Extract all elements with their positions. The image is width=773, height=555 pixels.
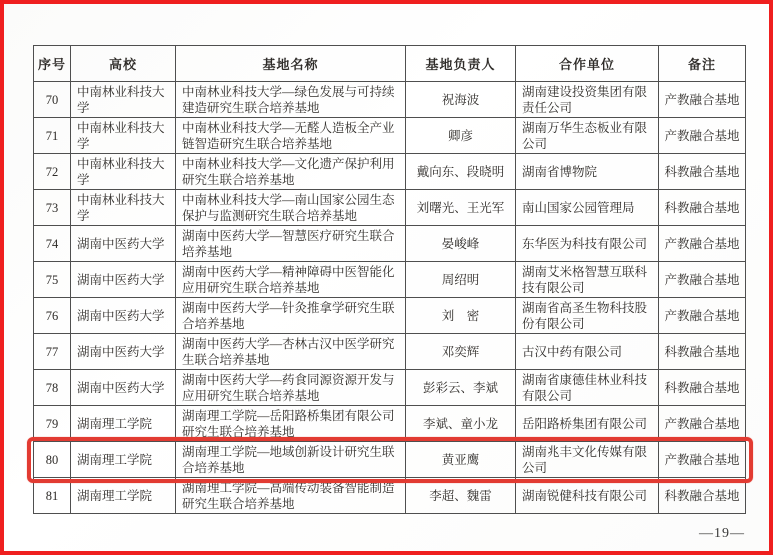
header-partner: 合作单位	[516, 46, 659, 82]
cell-base-name: 湖南中医药大学—针灸推拿学研究生联合培养基地	[176, 298, 406, 334]
table-row	[34, 478, 746, 514]
cell-base-name: 湖南理工学院—岳阳路桥集团有限公司研究生联合培养基地	[176, 406, 406, 442]
cell-leader: 卿彦	[406, 118, 516, 154]
cell-base-name: 中南林业科技大学—绿色发展与可持续建造研究生联合培养基地	[176, 82, 406, 118]
cell-base-name: 中南林业科技大学—无醛人造板全产业链智造研究生联合培养基地	[176, 118, 406, 154]
cell-serial: 74	[34, 226, 71, 262]
cell-university: 湖南理工学院	[71, 442, 176, 478]
table-row	[34, 442, 746, 478]
cell-leader: 刘曙光、王光军	[406, 190, 516, 226]
cell-note: 产教融合基地	[659, 82, 746, 118]
cell-base-name: 湖南中医药大学—精神障碍中医智能化应用研究生联合培养基地	[176, 262, 406, 298]
table-row	[34, 298, 746, 334]
cell-university: 中南林业科技大学	[71, 154, 176, 190]
cell-university: 湖南中医药大学	[71, 370, 176, 406]
cell-base-name: 湖南理工学院—地域创新设计研究生联合培养基地	[176, 442, 406, 478]
header-note: 备注	[659, 46, 746, 82]
cell-partner: 湖南锐健科技有限公司	[516, 478, 659, 514]
table-row	[34, 370, 746, 406]
table-row	[34, 226, 746, 262]
cell-base-name: 湖南理工学院—高端传动装备智能制造研究生联合培养基地	[176, 478, 406, 514]
cell-university: 湖南中医药大学	[71, 334, 176, 370]
cell-note: 产教融合基地	[659, 406, 746, 442]
table-row	[34, 334, 746, 370]
cell-partner: 古汉中药有限公司	[516, 334, 659, 370]
cell-leader: 黄亚鹰	[406, 442, 516, 478]
cell-partner: 湖南建设投资集团有限责任公司	[516, 82, 659, 118]
cell-university: 湖南理工学院	[71, 478, 176, 514]
cell-serial: 70	[34, 82, 71, 118]
cell-university: 中南林业科技大学	[71, 82, 176, 118]
cell-leader: 刘 密	[406, 298, 516, 334]
cell-leader: 周绍明	[406, 262, 516, 298]
cell-note: 科教融合基地	[659, 478, 746, 514]
cell-leader: 晏峻峰	[406, 226, 516, 262]
cell-partner: 湖南省康德佳林业科技有限公司	[516, 370, 659, 406]
cell-serial: 78	[34, 370, 71, 406]
cell-leader: 李斌、童小龙	[406, 406, 516, 442]
cell-leader: 彭彩云、李斌	[406, 370, 516, 406]
cell-base-name: 中南林业科技大学—南山国家公园生态保护与监测研究生联合培养基地	[176, 190, 406, 226]
cell-partner: 湖南艾米格智慧互联科技有限公司	[516, 262, 659, 298]
table-row	[34, 262, 746, 298]
cell-university: 湖南中医药大学	[71, 298, 176, 334]
cell-note: 产教融合基地	[659, 442, 746, 478]
cell-university: 中南林业科技大学	[71, 118, 176, 154]
header-base-name: 基地名称	[176, 46, 406, 82]
cell-leader: 李超、魏雷	[406, 478, 516, 514]
cell-note: 产教融合基地	[659, 226, 746, 262]
table-header-row	[34, 46, 746, 82]
base-table	[33, 45, 746, 514]
cell-note: 科教融合基地	[659, 334, 746, 370]
cell-partner: 湖南兆丰文化传媒有限公司	[516, 442, 659, 478]
cell-note: 科教融合基地	[659, 190, 746, 226]
cell-serial: 81	[34, 478, 71, 514]
table-row	[34, 406, 746, 442]
table-row	[34, 82, 746, 118]
cell-leader: 邓奕辉	[406, 334, 516, 370]
table-row	[34, 190, 746, 226]
table-row	[34, 118, 746, 154]
cell-serial: 79	[34, 406, 71, 442]
cell-note: 科教融合基地	[659, 154, 746, 190]
cell-serial: 76	[34, 298, 71, 334]
table-body	[34, 82, 746, 514]
cell-university: 湖南中医药大学	[71, 262, 176, 298]
cell-university: 湖南理工学院	[71, 406, 176, 442]
table-row	[34, 154, 746, 190]
cell-note: 产教融合基地	[659, 262, 746, 298]
cell-serial: 77	[34, 334, 71, 370]
cell-partner: 湖南省高圣生物科技股份有限公司	[516, 298, 659, 334]
cell-serial: 73	[34, 190, 71, 226]
page-number: —19—	[699, 526, 745, 541]
cell-university: 湖南中医药大学	[71, 226, 176, 262]
cell-leader: 祝海波	[406, 82, 516, 118]
cell-partner: 湖南省博物院	[516, 154, 659, 190]
cell-partner: 东华医为科技有限公司	[516, 226, 659, 262]
cell-partner: 岳阳路桥集团有限公司	[516, 406, 659, 442]
cell-base-name: 湖南中医药大学—杏林古汉中医学研究生联合培养基地	[176, 334, 406, 370]
cell-university: 中南林业科技大学	[71, 190, 176, 226]
cell-base-name: 湖南中医药大学—智慧医疗研究生联合培养基地	[176, 226, 406, 262]
header-university: 高校	[71, 46, 176, 82]
cell-serial: 75	[34, 262, 71, 298]
header-serial: 序号	[34, 46, 71, 82]
cell-serial: 71	[34, 118, 71, 154]
cell-leader: 戴向东、段晓明	[406, 154, 516, 190]
cell-note: 科教融合基地	[659, 370, 746, 406]
header-leader: 基地负责人	[406, 46, 516, 82]
cell-base-name: 湖南中医药大学—药食同源资源开发与应用研究生联合培养基地	[176, 370, 406, 406]
cell-serial: 72	[34, 154, 71, 190]
cell-note: 产教融合基地	[659, 118, 746, 154]
cell-partner: 南山国家公园管理局	[516, 190, 659, 226]
cell-base-name: 中南林业科技大学—文化遗产保护利用研究生联合培养基地	[176, 154, 406, 190]
cell-partner: 湖南万华生态板业有限公司	[516, 118, 659, 154]
cell-note: 产教融合基地	[659, 298, 746, 334]
cell-serial: 80	[34, 442, 71, 478]
